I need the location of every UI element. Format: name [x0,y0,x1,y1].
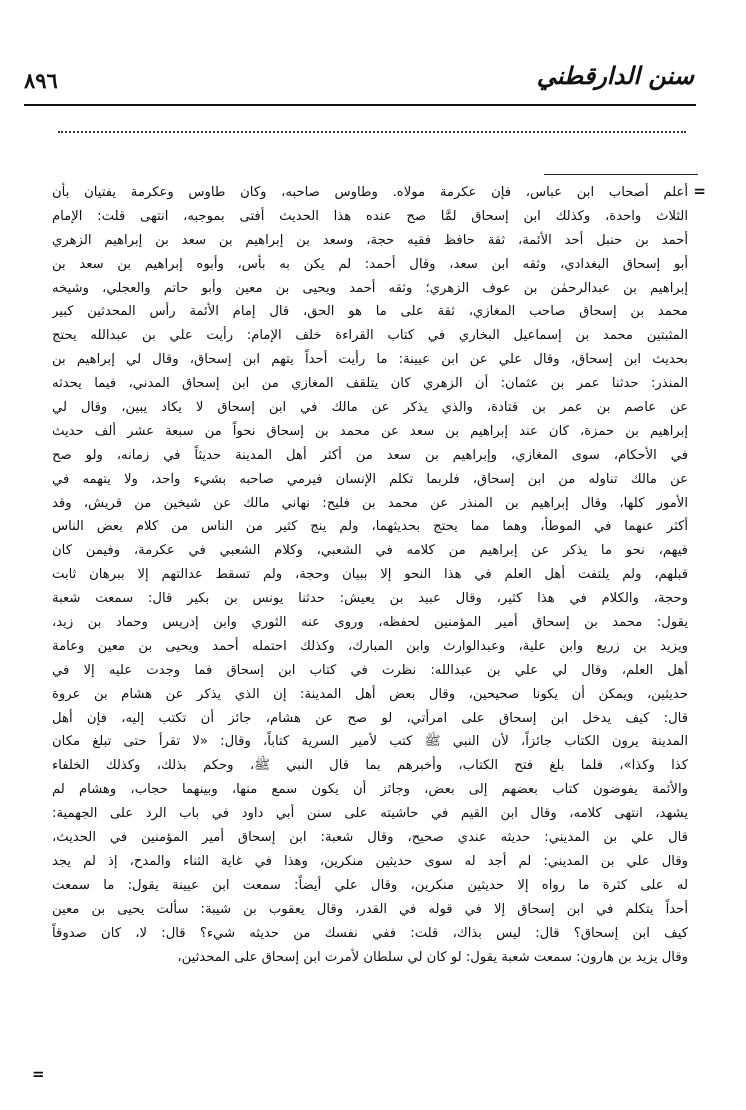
text-line: وقال علي بن المديني: لم أجد له سوى حديثين منكرين، وهذا في غاية الثناء والمدح، إذ لم يجد [52,853,688,869]
footnote-separator [544,174,698,175]
text-line: قبلهم، ولم يلتفت أهل العلم في هذا النحو إلا ببيان وحجة، ولم تسقط عدالتهم إلا ببرهان ثابت [52,567,688,583]
text-line: محمد بن إسحاق صاحب المغازي، ثقة على ما هو الحق، قال إمام الأئمة رأس المحدثين كبير [52,304,688,320]
text-line: قال: كيف يدخل ابن إسحاق على امرأتي، لو صح عن هشام، جائز أن تكتب إليه، فإن أهل [52,710,688,726]
text-line: أبو إسحاق البغدادي، وثقه ابن سعد، وقال أحمد: لم يكن به بأس، وأبوه إبراهيم بن سعد بن [52,256,688,272]
dotted-separator [58,131,686,133]
footnote-text [52,181,688,969]
continuation-mark: = [693,182,706,200]
book-title: سنن الدارقطني [536,62,694,90]
header-rule [24,104,696,106]
text-line: أعلم أصحاب ابن عباس، فإن عكرمة مولاه. وطاوس صاحبه، وكان طاوس وعكرمة يفتيان بأن [52,185,688,200]
text-line: الثلاث واحدة، وكذلك ابن إسحاق لمَّا صح عنده هذا الحديث أفتى بموجبه، انتهى قلت: الإمام [52,208,688,224]
text-line: أكثر عنهما في الموطأ، وهما مما يحتج بحديثهما، ولم ينج كثير من الناس من كلام بعض الناس [52,519,688,535]
text-line: له على كثرة ما رواه إلا حديثين منكرين، وقال علي أيضاً: سمعت ابن عيينة يقول: ما سمعت [52,877,688,893]
text-line: الأمور كلها، وقال إبراهيم بن المنذر عن محمد بن فليح: نهاني مالك عن شيخين من قريش، وقد [52,495,688,511]
text-line: والأئمة يفوضون كتاب بعضهم إلى بعض، وجائز أن يكون سمع منها، وبينهما حجاب، وهشام لم [52,782,688,798]
text-line: في الأحكام، سوى المغازي، وإبراهيم بن سعد من أكثر أهل المدينة حديثاً في زمانه، ولو صح [52,447,688,463]
text-line: المثبتين محمد بن إسماعيل البخاري في كتاب القراءة خلف الإمام: رأيت علي بن عبدالله يحتج [52,328,688,344]
text-line: يقول: محمد بن إسحاق أمير المؤمنين لحفظه، وروى عنه الثوري وابن إدريس وحماد بن زيد، [52,615,688,631]
text-line: يشهد، انتهى كلامه، وقال ابن القيم في حاشيته على سنن أبي داود في باب الرد على الجهمية: [52,806,688,822]
text-line: المنذر: حدثنا عمر بن عثمان: أن الزهري كان يتلقف المغازي من ابن إسحاق المدني، فيما يحدثه [52,376,688,392]
text-line: كذا وكذا»، فلما بلغ فتح الكتاب، وأخبرهم بما قال النبي ﷺ، وحكم بذلك، وكذلك الخلفاء [52,758,688,774]
text-line: قال علي بن المديني: حديثه عندي صحيح، وقال شعبة: ابن إسحاق أمير المؤمنين في الحديث، [52,830,688,846]
text-line: بحديث ابن إسحاق، وقال علي عن ابن عيينة: ما رأيت أحداً يتهم ابن إسحاق، وقال لي إبراهيم بن [52,352,688,368]
text-line: أحمد بن حنبل أحد الأئمة، ثقة حافظ فقيه حجة، وسعد بن إبراهيم بن سعد بن إبراهيم الزهري [52,232,688,248]
text-line: المدينة يرون الكتاب جائزاً، لأن النبي ﷺ كتب لأمير السرية كتاباً، وقال: «لا تقرأ حتى تبلغ مكان [52,734,688,750]
text-line: عن عاصم بن عمر بن قتادة، والذي يذكر عن مالك في ابن إسحاق لا يكاد يبين، وقال لي [52,400,688,416]
text-line: عن مالك تناوله من ابن إسحاق، فلربما تكلم الإنسان فيرمي صاحبه بشيء واحد، ولا يتهمه في [52,471,688,487]
text-line: كيف ابن إسحاق؟ قال: ليس بذاك، قلت: ففي نفسك من حديثه شيء؟ قال: لا، كان صدوقاً [52,925,688,941]
text-line: وقال يزيد بن هارون: سمعت شعبة يقول: لو كان لي سلطان لأمرت ابن إسحاق على المحدثين، [177,949,688,965]
text-line: ويزيد بن زريع وابن علية، وعبدالوارث وابن المبارك، وكذلك احتمله أحمد ويحيى بن معين وعامة [52,638,688,654]
text-line: فيهم، نحو ما يذكر عن إبراهيم من كلامه في الشعبي، وكلام الشعبي في عكرمة، وفيمن كان [52,543,688,559]
text-line: أحداً يتكلم في ابن إسحاق إلا في قوله في القدر، وقال يعقوب بن شيبة: سألت يحيى بن معين [52,901,688,917]
page-header [24,62,694,102]
text-line: أهل العلم، وقال لي علي بن عبدالله: نظرت في كتاب ابن إسحاق فما وجدت عليه إلا في [52,662,688,678]
text-line: إبراهيم بن عبدالرحمٰن بن عوف الزهري؛ وثقه أحمد ويحيى بن معين وأبو حاتم والعجلي، وشيخه [52,280,688,296]
page-number: ٨٩٦ [24,68,58,93]
continuation-mark-end: = [32,1065,45,1083]
text-line: إبراهيم بن حمزة، كان عند إبراهيم بن سعد عن محمد بن إسحاق نحواً من سبعة عشر ألف حديث [52,423,688,439]
text-line: حديثين، ويمكن أن يكونا صحيحين، وقال بعض أهل المدينة: إن الذي يذكر عن هشام بن عروة [52,686,688,702]
text-line: وحجة، والكلام في هذا كثير، وقال عبيد بن يعيش: حدثنا يونس بن بكير قال: سمعت شعبة [52,591,688,607]
